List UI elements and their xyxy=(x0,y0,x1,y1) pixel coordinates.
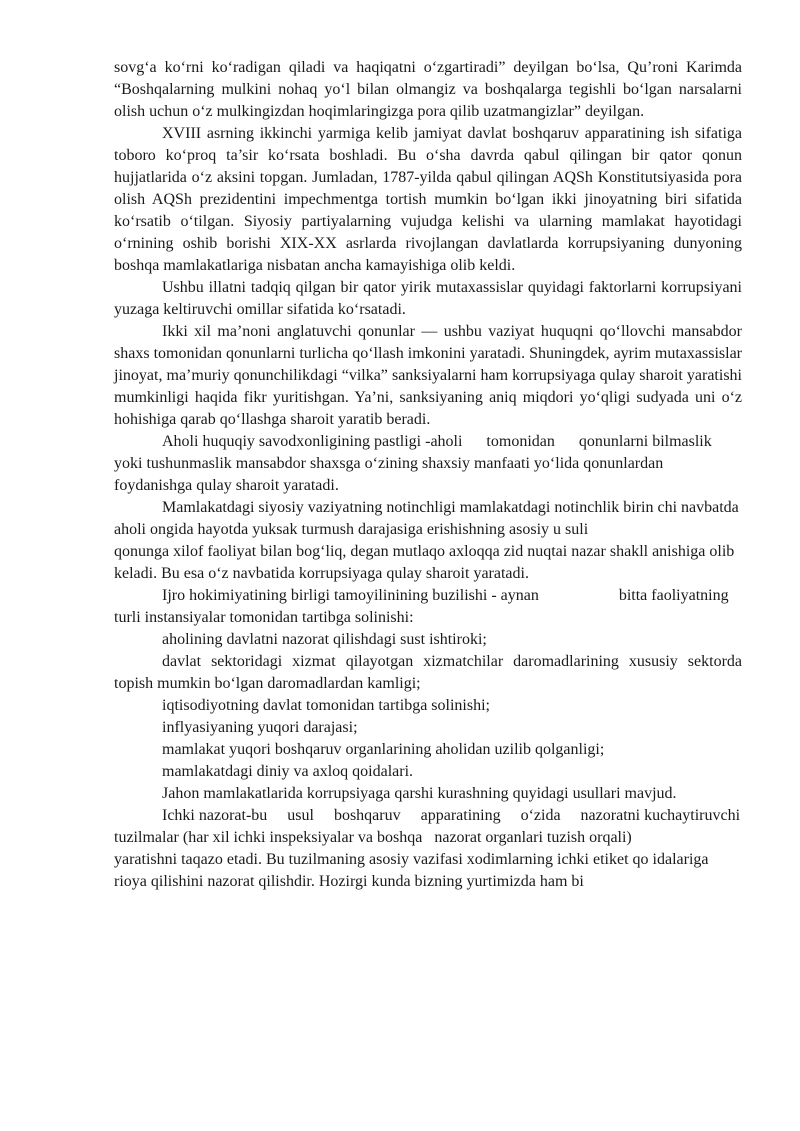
list-item: mamlakat yuqori boshqaruv organlarining aholidan uzilib qolganligi; xyxy=(162,741,605,758)
list-item: mamlakatdagi diniy va axloq qoidalari. xyxy=(162,763,414,780)
paragraph-methods-intro: Jahon mamlakatlarida korrupsiyaga qarshi kurashning quyidagi usullari mavjud. xyxy=(162,785,677,802)
list-item: aholining davlatni nazorat qilishdagi sust ishtiroki; xyxy=(162,631,487,648)
paragraph-legal-literacy: Aholi huquqiy savodxonligining pastligi -aholi tomonidan qonunlarni bilmaslik yoki tushunmaslik mansabdor shaxsga o‘zining shaxsiy manfaati yo‘lida qonunlardan foydanishga qulay sharoit yaratadi. xyxy=(114,433,716,494)
paragraph-political-situation: Mamlakatdagi siyosiy vaziyatning notinchligi mamlakatdagi notinchlik birin chi navbatda aholi ongida hayotda yuksak turmush darajasiga erishishning asosiy u suli xyxy=(114,499,739,538)
paragraph-xviii-century: XVIII asrning ikkinchi yarmiga kelib jamiyat davlat boshqaruv apparatining ish sifatiga toboro ko‘proq ta’sir ko‘rsata boshladi. Bu o‘sha davrda qabul qilingan bir qator qonun hujjatlarida o‘z aksini topgan. Jumladan, 1787-yilda qabul qilingan AQSh Konstitutsiyasida pora olish AQSh prezidentini impechmentga tortish mumkin bo‘lgan ikki jinoyatning biri sifatida ko‘rsatib o‘tilgan. Siyosiy partiyalarning vujudga kelishi va ularning mamlakat hayotidagi o‘rnining oshib borishi XIX-XX asrlarda rivojlangan davlatlarda korrupsiyaning dunyoning boshqa mamlakatlariga nisbatan ancha kamayishiga olib keldi. xyxy=(114,125,742,274)
document-page xyxy=(114,57,753,893)
paragraph-ambiguous-laws: Ikki xil ma’noni anglatuvchi qonunlar — ushbu vaziyat huquqni qo‘llovchi mansabdor shaxs tomonidan qonunlarni turlicha qo‘llash imkonini yaratadi. Shuningdek, ayrim mutaxassislar jinoyat, ma’muriy qonunchilikdagi “vilka” sanksiyalarni ham korrupsiyaga qulay sharoit yaratishi mumkinligi haqida fikr yuritishgan. Ya’ni, sanksiyaning aniq miqdori yo‘qligi sudyada uni o‘z hohishiga qarab qo‘llashga sharoit yaratib beradi. xyxy=(114,323,742,428)
list-item: iqtisodiyotning davlat tomonidan tartibga solinishi; xyxy=(162,697,490,714)
list-item: inflyasiyaning yuqori darajasi; xyxy=(162,719,358,736)
paragraph-political-situation-cont: qonunga xilof faoliyat bilan bog‘liq, degan mutlaqo axloqqa zid nuqtai nazar shakll anishiga olib keladi. Bu esa o‘z navbatida korrupsiyaga qulay sharoit yaratadi. xyxy=(114,543,735,582)
paragraph-executive-unity: Ijro hokimiyatining birligi tamoyilinining buzilishi - aynan bitta faoliyatning turli instansiyalar tomonidan tartibga solinishi: xyxy=(114,587,737,626)
paragraph-factors-intro: Ushbu illatni tadqiq qilgan bir qator yirik mutaxassislar quyidagi faktorlarni korrupsiyani yuzaga keltiruvchi omillar sifatida ko‘rsatadi. xyxy=(114,279,742,318)
list-item: davlat sektoridagi xizmat qilayotgan xizmatchilar daromadlarining xususiy sektorda topish mumkin bo‘lgan daromadlardan kamligi; xyxy=(114,653,742,692)
paragraph-internal-control-cont: yaratishni taqazo etadi. Bu tuzilmaning asosiy vazifasi xodimlarning ichki etiket qo idalariga rioya qilishini nazorat qilishdir. Hozirgi kunda bizning yurtimizda ham bi xyxy=(114,851,709,890)
paragraph-internal-control: Ichki nazorat-bu usul boshqaruv apparatining o‘zida nazoratni kuchaytiruvchi tuzilmalar (har xil ichki inspeksiyalar va boshqa nazorat organlari tuzish orqali) xyxy=(114,807,753,846)
paragraph-quran-quote: sovg‘a ko‘rni ko‘radigan qiladi va haqiqatni o‘zgartiradi” deyilgan bo‘lsa, Qu’roni Karimda “Boshqalarning mulkini nohaq yo‘l bilan olmangiz va boshqalarga tegishli bo‘lgan narsalarni olish uchun o‘z mulkingizdan hoqimlaringizga pora qilib uzatmangizlar” deyilgan. xyxy=(114,59,742,120)
